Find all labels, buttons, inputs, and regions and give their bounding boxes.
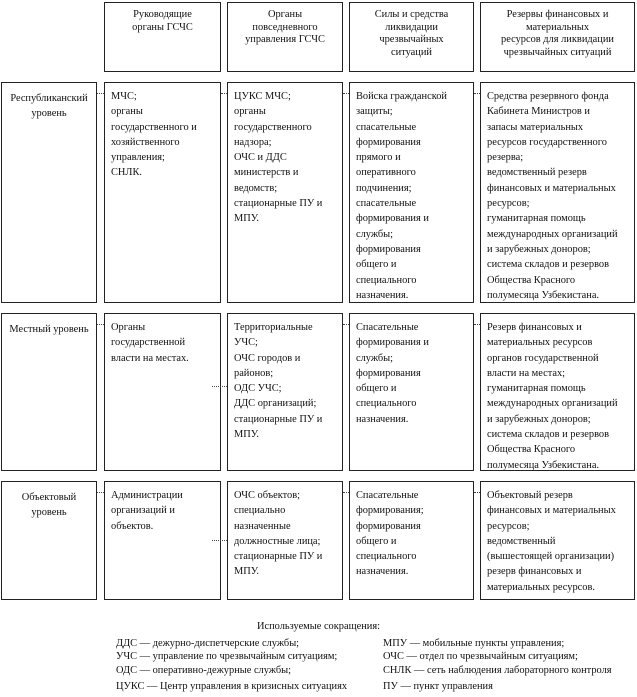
cell-line: финансовых и материальных	[487, 182, 616, 194]
legend-item: ДДС — дежурно-диспетчерские службы;	[116, 638, 300, 649]
cell-line: формирования и	[356, 213, 429, 225]
cell-line: государственного и	[111, 121, 197, 133]
cell-line: гуманитарная помощь	[487, 213, 586, 225]
cell-line: специального	[356, 398, 417, 410]
row-label-line: Республиканский	[10, 93, 88, 104]
cell-line: назначения.	[356, 289, 409, 301]
legend-title: Используемые сокращения:	[256, 621, 381, 632]
cell-line: Администрации	[111, 490, 183, 501]
cell-line: прямого и	[356, 152, 401, 164]
connector-object-3	[343, 492, 349, 493]
cell-line: Спасательные	[356, 322, 419, 333]
cell-line: власти на местах.	[111, 352, 189, 364]
legend-item: СНЛК — сеть наблюдения лабораторного контроля	[383, 665, 612, 676]
header-line: ликвидации	[385, 21, 438, 33]
cell-line: стационарные ПУ и	[234, 198, 323, 210]
header-line: управления ГСЧС	[245, 34, 325, 46]
connector-local-3	[343, 324, 349, 325]
header-line: материальных	[525, 21, 590, 33]
cell-line: МПУ.	[234, 429, 260, 441]
row-label-republican	[1, 82, 97, 303]
cell-line: ЦУКС МЧС;	[234, 91, 291, 102]
header-line: Органы	[267, 9, 303, 20]
cell-line: и зарубежных доноров;	[487, 413, 591, 425]
cell-line: должностные лица;	[234, 535, 321, 547]
cell-republican-daily	[227, 82, 343, 303]
cell-line: формирования;	[356, 505, 424, 517]
cell-line: ведомственный	[487, 535, 556, 547]
cell-object-forces	[349, 481, 474, 600]
header-governing-bodies	[104, 2, 221, 72]
cell-local-governing	[104, 313, 221, 471]
connector-object-2	[212, 540, 227, 541]
cell-line: международных организаций	[487, 398, 618, 410]
cell-line: ведомств;	[234, 182, 278, 194]
legend-item: ПУ — пункт управления	[383, 681, 493, 692]
cell-line: формирования и	[356, 337, 429, 349]
cell-line: объектов.	[111, 520, 154, 532]
cell-line: стационарные ПУ и	[234, 551, 323, 563]
cell-republican-governing	[104, 82, 221, 303]
connector-republican-4	[474, 93, 480, 94]
cell-line: международных организаций	[487, 228, 618, 240]
cell-line: формирования	[356, 243, 421, 255]
cell-line: Территориальные	[234, 322, 313, 333]
cell-line: Органы	[111, 322, 146, 333]
cell-line: Резерв финансовых и	[487, 322, 582, 333]
cell-line: ресурсов;	[487, 198, 530, 210]
cell-line: назначенные	[234, 520, 291, 532]
cell-line: ресурсов государственного	[487, 136, 607, 148]
cell-line: Спасательные	[356, 490, 419, 501]
cell-line: министерств и	[234, 167, 299, 179]
cell-line: государственной	[111, 337, 186, 349]
cell-line: ресурсов;	[487, 520, 530, 532]
cell-line: специального	[356, 274, 417, 286]
cell-line: запасы материальных	[487, 121, 584, 133]
legend-item: ОЧС — отдел по чрезвычайным ситуациям;	[383, 651, 578, 662]
cell-line: СНЛК.	[111, 167, 143, 179]
row-label-line: Местный уровень	[9, 324, 89, 335]
header-line: Руководящие	[133, 9, 192, 20]
cell-republican-reserves	[480, 82, 635, 303]
header-line: Силы и средства	[374, 9, 449, 20]
cell-local-reserves	[480, 313, 635, 471]
cell-republican-forces	[349, 82, 474, 303]
cell-line: надзора;	[234, 136, 272, 148]
cell-line: общего и	[356, 383, 397, 395]
cell-object-daily	[227, 481, 343, 600]
header-line: Резервы финансовых и	[506, 9, 609, 20]
connector-republican-2	[221, 93, 227, 94]
cell-line: система складов и резервов	[487, 259, 610, 271]
header-reserves	[480, 2, 635, 72]
cell-line: органы	[234, 106, 266, 118]
header-daily-management	[227, 2, 343, 72]
cell-line: полумесяца Узбекистана.	[487, 289, 600, 301]
header-line: чрезвычайных	[379, 34, 444, 46]
cell-line: ДДС организаций;	[234, 398, 317, 410]
row-label-line: уровень	[31, 507, 67, 518]
cell-line: гуманитарная помощь	[487, 383, 586, 395]
legend-item: ОДС — оперативно-дежурные службы;	[116, 665, 291, 676]
legend-item: УЧС — управление по чрезвычайным ситуациям;	[116, 651, 338, 662]
connector-object-1	[97, 492, 104, 493]
cell-local-forces	[349, 313, 474, 471]
row-label-local	[1, 313, 97, 471]
cell-line: защиты;	[356, 106, 393, 118]
cell-line: специально	[234, 505, 286, 517]
cell-local-daily	[227, 313, 343, 471]
header-line: повседневного	[252, 21, 318, 33]
cell-line: (вышестоящей организации)	[487, 551, 615, 563]
cell-line: спасательные	[356, 121, 417, 133]
connector-local-1	[97, 324, 104, 325]
cell-line: государственного	[234, 121, 312, 133]
cell-line: специального	[356, 551, 417, 563]
header-forces-and-means	[349, 2, 474, 72]
cell-object-governing	[104, 481, 221, 600]
cell-line: материальных ресурсов	[487, 337, 593, 349]
cell-line: Кабинета Министров и	[487, 106, 590, 118]
cell-line: хозяйственного	[111, 136, 180, 148]
connector-local-4	[474, 324, 480, 325]
cell-line: Общества Красного	[487, 444, 576, 456]
cell-line: система складов и резервов	[487, 429, 610, 441]
header-line: ситуаций	[391, 46, 432, 58]
cell-line: общего и	[356, 535, 397, 547]
cell-line: формирования	[356, 367, 421, 379]
connector-object-4	[474, 492, 480, 493]
row-label-line: уровень	[31, 108, 67, 119]
connector-republican-3	[343, 93, 349, 94]
cell-line: Войска гражданской	[356, 91, 447, 102]
cell-line: ОЧС и ДДС	[234, 152, 287, 164]
cell-line: УЧС;	[234, 337, 258, 349]
cell-line: спасательные	[356, 198, 417, 210]
cell-line: формирования	[356, 136, 421, 148]
cell-line: назначения.	[356, 566, 409, 578]
header-line: чрезвычайных ситуаций	[503, 46, 612, 58]
cell-line: стационарные ПУ и	[234, 413, 323, 425]
cell-line: ведомственный резерв	[487, 167, 587, 179]
cell-line: полумесяца Узбекистана.	[487, 459, 600, 471]
cell-line: районов;	[234, 367, 274, 379]
header-line: ресурсов для ликвидации	[501, 34, 614, 46]
legend-item: МПУ — мобильные пункты управления;	[383, 638, 565, 649]
cell-line: резерв финансовых и	[487, 566, 582, 578]
legend-item: ЦУКС — Центр управления в кризисных ситуациях	[116, 681, 348, 692]
row-label-line: Объектовый	[21, 492, 77, 503]
row-label-object	[1, 481, 97, 600]
cell-object-reserves	[480, 481, 635, 600]
cell-line: ОЧС городов и	[234, 352, 301, 364]
header-line: органы ГСЧС	[132, 21, 193, 33]
cell-line: назначения.	[356, 413, 409, 425]
cell-line: и зарубежных доноров;	[487, 243, 591, 255]
cell-line: ОДС УЧС;	[234, 383, 282, 395]
cell-line: Средства резервного фонда	[487, 91, 609, 102]
cell-line: службы;	[356, 228, 394, 240]
cell-line: финансовых и материальных	[487, 505, 616, 517]
cell-line: общего и	[356, 259, 397, 271]
cell-line: организаций и	[111, 505, 175, 517]
cell-line: материальных ресурсов.	[487, 581, 595, 593]
cell-line: управления;	[111, 152, 165, 164]
cell-line: подчинения;	[356, 182, 412, 194]
cell-line: ОЧС объектов;	[234, 490, 301, 501]
cell-line: органы	[111, 106, 143, 118]
connector-local-2	[212, 386, 227, 387]
cell-line: МПУ.	[234, 213, 260, 225]
cell-line: органов государственной	[487, 352, 599, 364]
cell-line: МЧС;	[111, 91, 137, 102]
cell-line: МПУ.	[234, 566, 260, 578]
cell-line: оперативного	[356, 167, 416, 179]
cell-line: формирования	[356, 520, 421, 532]
connector-republican-1	[97, 93, 104, 94]
cell-line: резерва;	[487, 152, 524, 164]
cell-line: власти на местах;	[487, 367, 566, 379]
cell-line: Общества Красного	[487, 274, 576, 286]
cell-line: службы;	[356, 352, 394, 364]
cell-line: Объектовый резерв	[487, 490, 573, 501]
